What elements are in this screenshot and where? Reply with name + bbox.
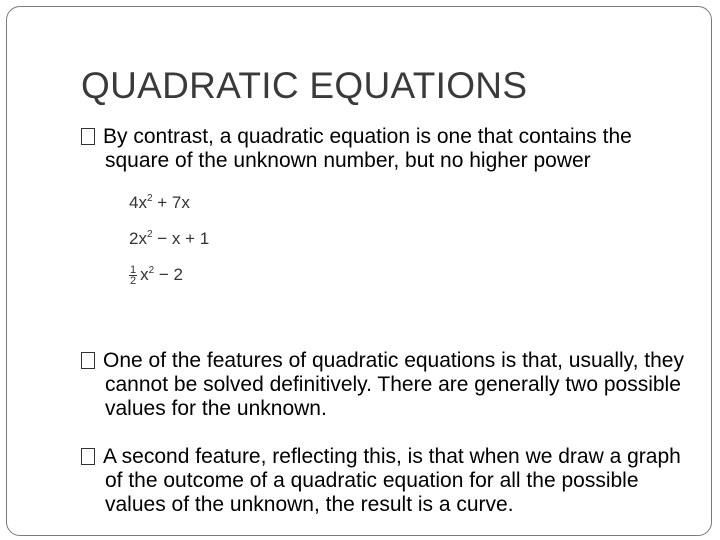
formula-1 bbox=[129, 193, 190, 213]
square-bullet-icon bbox=[81, 352, 95, 369]
bullet-3-text: A second feature, reflecting this, is that when we draw a graph of the outcome of a quadratic equation for all the possible values of the unknown, the result is a curve. bbox=[103, 445, 681, 516]
fraction-denominator: 2 bbox=[130, 275, 137, 288]
formula-3-term-b: − 2 bbox=[154, 265, 184, 284]
bullet-1 bbox=[81, 125, 701, 173]
formula-2-term-a: 2x bbox=[129, 229, 147, 248]
formula-3-fraction bbox=[129, 265, 137, 286]
formula-1-term-a: 4x bbox=[129, 193, 147, 212]
fraction-numerator: 1 bbox=[130, 264, 137, 277]
formula-1-term-b: + 7x bbox=[152, 193, 190, 212]
formula-2-term-b: − x + 1 bbox=[152, 229, 210, 248]
bullet-2-text: One of the features of quadratic equations is that, usually, they cannot be solved definitively. There are generally two possible values for the unknown. bbox=[103, 349, 684, 420]
slide-title: QUADRATIC EQUATIONS bbox=[81, 65, 528, 106]
formula-2 bbox=[129, 229, 209, 249]
square-bullet-icon bbox=[81, 128, 95, 145]
bullet-1-text: By contrast, a quadratic equation is one that contains the square of the unknown number, but no higher power bbox=[103, 125, 632, 172]
bullet-2 bbox=[81, 349, 701, 421]
bullet-3 bbox=[81, 445, 701, 517]
square-bullet-icon bbox=[81, 448, 95, 465]
formula-3-exponent: 2 bbox=[148, 265, 155, 276]
formula-3-term-a: x bbox=[140, 265, 149, 284]
formula-image bbox=[119, 183, 229, 293]
formula-2-exponent: 2 bbox=[146, 229, 153, 240]
formula-1-exponent: 2 bbox=[146, 193, 153, 204]
formula-3 bbox=[129, 265, 183, 286]
slide-frame bbox=[6, 6, 712, 536]
